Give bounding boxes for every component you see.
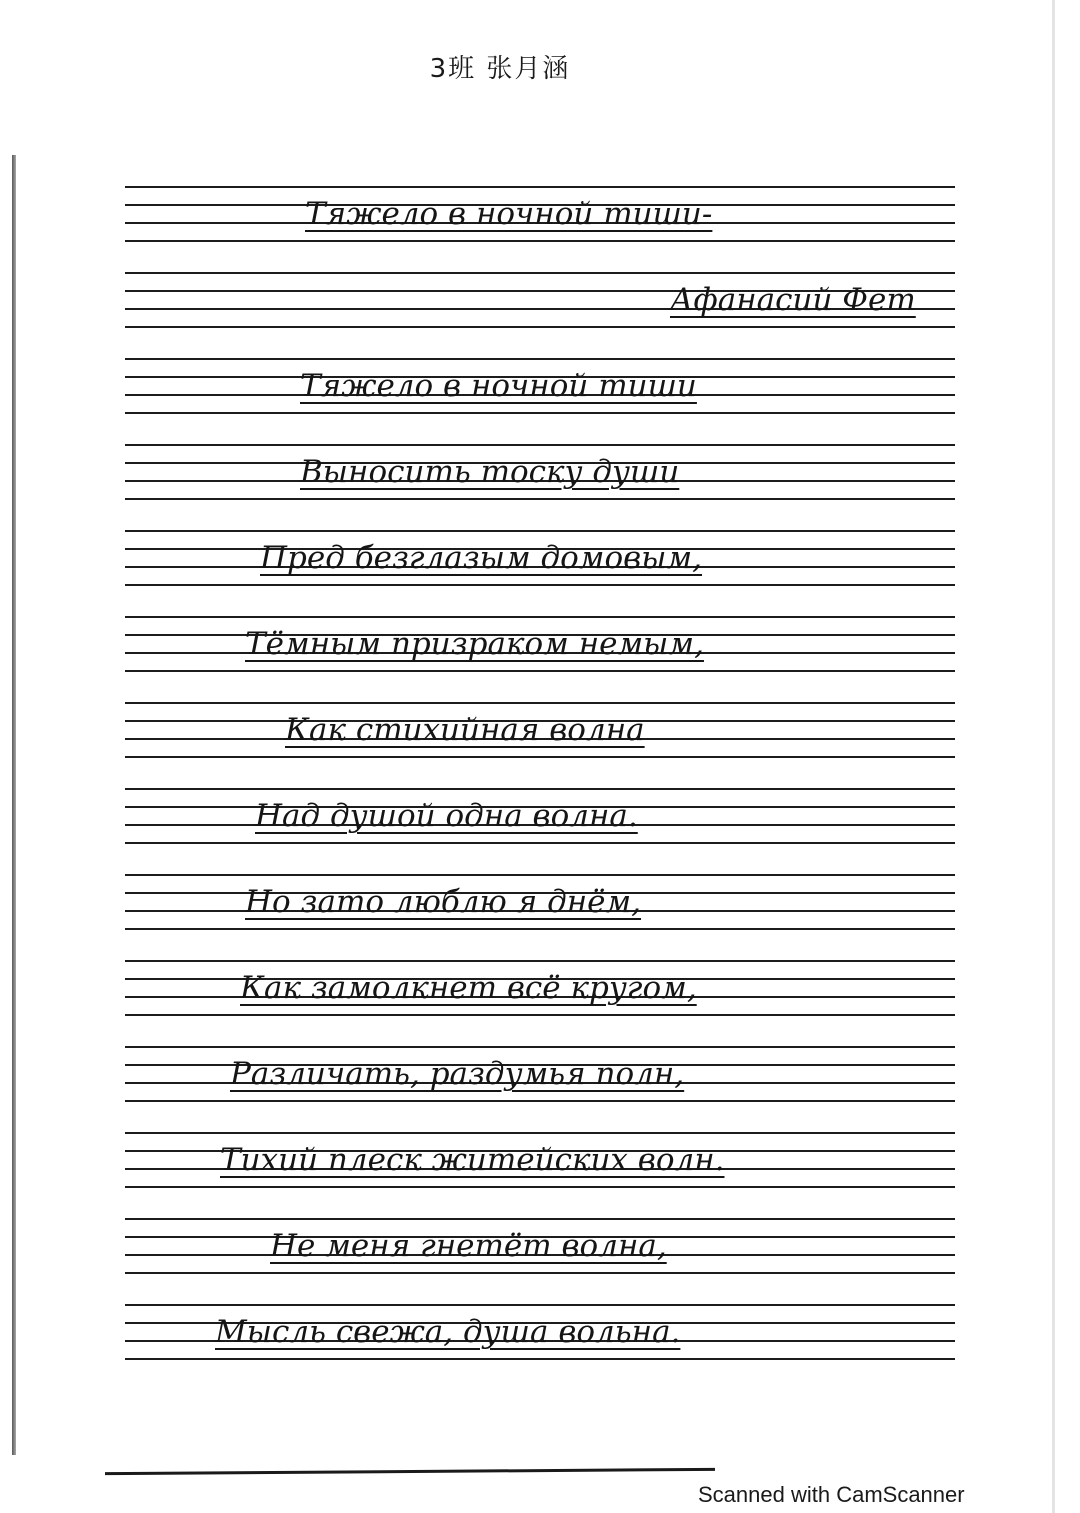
poem-line-text: Тяжело в ночной тиши [300, 368, 697, 404]
poem-line-text: Различать, раздумья полн, [230, 1056, 685, 1092]
poem-line [125, 956, 955, 1042]
poem-author: Афанасий Фет [670, 282, 916, 318]
poem-line [125, 354, 955, 440]
lined-worksheet [125, 182, 955, 1382]
poem-line [125, 698, 955, 784]
camscanner-watermark: Scanned with CamScanner [698, 1482, 965, 1507]
poem-line [125, 526, 955, 612]
poem-line-text: Как замолкнет всё кругом, [240, 970, 697, 1006]
poem-line [125, 784, 955, 870]
poem-line [125, 870, 955, 956]
poem-line-text: Как стихийная волна [285, 712, 645, 748]
poem-line-text: Мысль свежа, душа вольна. [215, 1314, 681, 1350]
poem-line [125, 1300, 955, 1386]
poem-line-text: Не меня гнетёт волна, [270, 1228, 667, 1264]
page-right-edge [1052, 0, 1055, 1513]
poem-line [125, 612, 955, 698]
poem-title: Тяжело в ночной тиши- [305, 196, 713, 232]
page-left-edge [12, 155, 16, 1455]
page-bottom-edge [105, 1468, 715, 1475]
poem-line-text: Выносить тоску души [300, 454, 680, 490]
poem-line [125, 1214, 955, 1300]
poem-line-text: Но зато люблю я днём, [245, 884, 642, 920]
student-header: 3班 张月涵 [429, 54, 571, 84]
poem-line [125, 440, 955, 526]
poem-line-text: Над душой одна волна. [255, 798, 638, 834]
title-row [125, 182, 955, 268]
poem-line-text: Тёмным призраком немым, [245, 626, 704, 662]
author-row [125, 268, 955, 354]
poem-line [125, 1128, 955, 1214]
poem-line-text: Тихий плеск житейских волн. [220, 1142, 725, 1178]
poem-line-text: Пред безглазым домовым, [260, 540, 703, 576]
poem-line [125, 1042, 955, 1128]
